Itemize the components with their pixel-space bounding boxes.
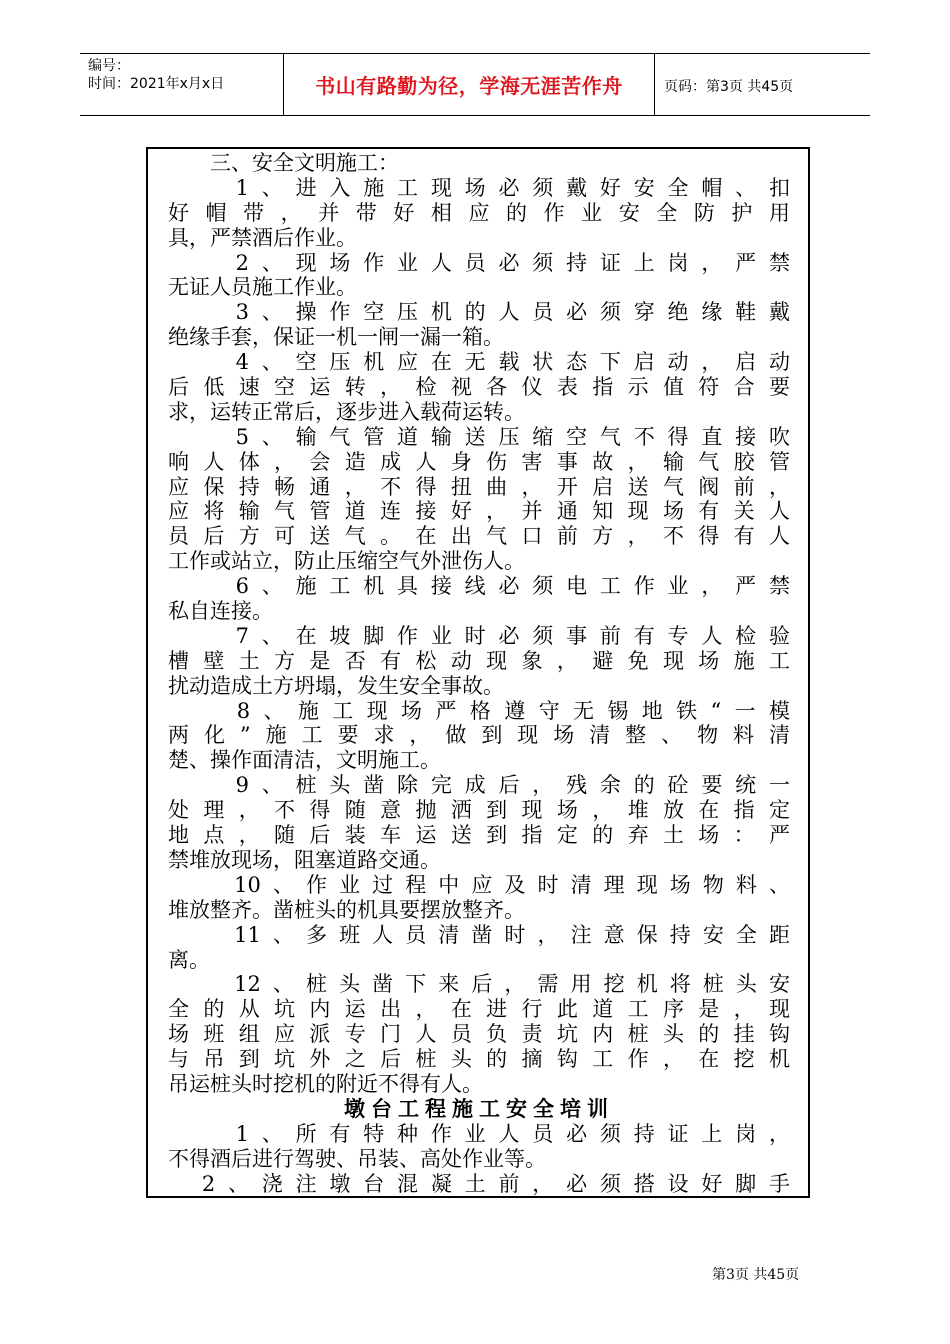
- text-line: 全的从坑内运出，在进行此道工序是，现: [168, 997, 790, 1022]
- text-line: 应保持畅通，不得扭曲，开启送气阀前，: [168, 474, 790, 499]
- header-motto: 书山有路勤为径，学海无涯苦作舟: [315, 74, 623, 98]
- text-line: 无证人员施工作业。: [168, 275, 357, 300]
- text-line: 10、作业过程中应及时清理现场物料、: [168, 872, 790, 897]
- text-line: 吊运桩头时挖机的附近不得有人。: [168, 1071, 483, 1096]
- text-line: 楚、操作面清洁，文明施工。: [168, 748, 441, 773]
- text-line: 堆放整齐。凿桩头的机具要摆放整齐。: [168, 897, 525, 922]
- header-page-info: 页码：第3页 共45页: [664, 79, 794, 95]
- text-line: 8、施工现场严格遵守无锡地铁“一模: [168, 698, 790, 723]
- text-line: 2、浇注墩台混凝土前，必须搭设好脚手: [168, 1171, 790, 1196]
- text-line: 好帽带，并带好相应的作业安全防护用: [168, 200, 790, 225]
- document-time-label: 时间：2021年x月x日: [88, 76, 225, 92]
- text-line: 4、空压机应在无载状态下启动，启动: [168, 350, 790, 375]
- text-line: 扰动造成土方坍塌，发生安全事故。: [168, 673, 504, 698]
- section-title: 墩台工程施工安全培训: [344, 1095, 614, 1121]
- text-line: 私自连接。: [168, 599, 273, 624]
- text-line: 1、所有特种作业人员必须持证上岗，: [168, 1121, 790, 1146]
- text-line: 具，严禁酒后作业。: [168, 225, 357, 250]
- text-line: 7、在坡脚作业时必须事前有专人检验: [168, 623, 790, 648]
- header-bottom-rule: [80, 115, 870, 116]
- text-line: 5、输气管道输送压缩空气不得直接吹: [168, 424, 790, 449]
- header-top-rule: [80, 53, 870, 54]
- text-line: 禁堆放现场，阻塞道路交通。: [168, 847, 441, 872]
- text-line: 员后方可送气。在出气口前方，不得有人: [168, 524, 790, 549]
- text-line: 地点，随后装车运送到指定的弃土场：严: [168, 823, 790, 848]
- text-line: 1、进入施工现场必须戴好安全帽、扣: [168, 175, 790, 200]
- text-line: 与吊到坑外之后桩头的摘钩工作，在挖机: [168, 1047, 790, 1072]
- header-meta: [88, 57, 224, 93]
- text-line: 两化”施工要求，做到现场清整、物料清: [168, 723, 790, 748]
- text-line: 后低速空运转，检视各仪表指示值符合要: [168, 375, 790, 400]
- text-line: 6、施工机具接线必须电工作业，严禁: [168, 574, 790, 599]
- text-line: 应将输气管道连接好，并通知现场有关人: [168, 499, 790, 524]
- text-line: 槽壁土方是否有松动现象，避免现场施工: [168, 648, 790, 673]
- text-line: 场班组应派专门人员负责坑内桩头的挂钩: [168, 1022, 790, 1047]
- text-line: 处理，不得随意抛洒到现场，堆放在指定: [168, 798, 790, 823]
- header-divider-right: [654, 54, 655, 115]
- content-frame: [146, 147, 810, 1198]
- text-line: 求，运转正常后，逐步进入载荷运转。: [168, 399, 525, 424]
- section-heading: 三、安全文明施工：: [168, 151, 399, 175]
- text-line: 工作或站立，防止压缩空气外泄伤人。: [168, 549, 525, 574]
- document-body: [168, 151, 790, 1196]
- text-line: 9、桩头凿除完成后，残余的砼要统一: [168, 773, 790, 798]
- text-line: 12、桩头凿下来后，需用挖机将桩头安: [168, 972, 790, 997]
- text-line: 11、多班人员清凿时，注意保持安全距: [168, 922, 790, 947]
- text-line: 响人体，会造成人身伤害事故，输气胶管: [168, 449, 790, 474]
- text-line: 2、现场作业人员必须持证上岗，严禁: [168, 250, 790, 275]
- text-line: 离。: [168, 947, 210, 972]
- document-number-label: 编号：: [88, 58, 130, 74]
- text-line: 3、操作空压机的人员必须穿绝缘鞋戴: [168, 300, 790, 325]
- text-line: 不得酒后进行驾驶、吊装、高处作业等。: [168, 1146, 546, 1171]
- page-footer: 第3页 共45页: [712, 1267, 800, 1283]
- text-line: 绝缘手套，保证一机一闸一漏一箱。: [168, 325, 504, 350]
